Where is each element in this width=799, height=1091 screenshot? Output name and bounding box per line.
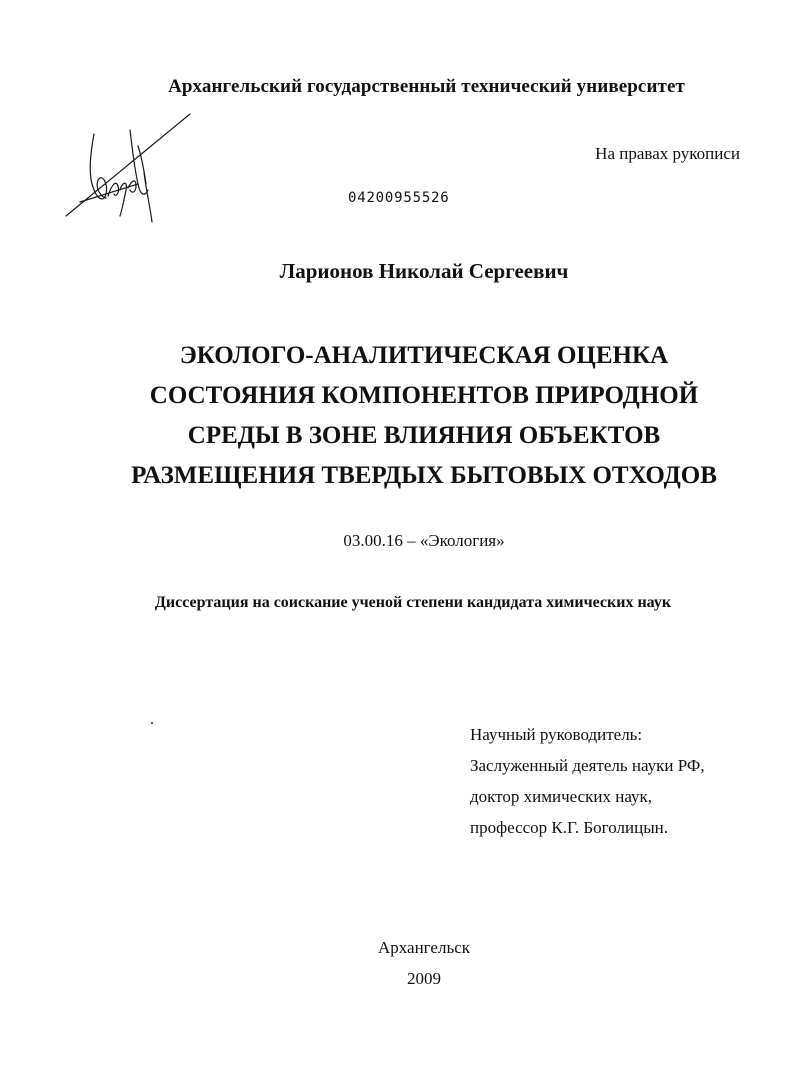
specialty-code: 03.00.16 – «Экология» [343, 531, 505, 550]
supervisor-line: Научный руководитель: [470, 725, 643, 744]
title-line: СОСТОЯНИЯ КОМПОНЕНТОВ ПРИРОДНОЙ [149, 382, 699, 409]
dissertation-title [0, 336, 799, 496]
supervisor-line: профессор К.Г. Боголицын. [470, 818, 668, 837]
title-line: РАЗМЕЩЕНИЯ ТВЕРДЫХ БЫТОВЫХ ОТХОДОВ [131, 462, 717, 489]
supervisor-line: Заслуженный деятель науки РФ, [470, 756, 705, 775]
supervisor-line: доктор химических наук, [470, 787, 653, 806]
year: 2009 [407, 969, 441, 988]
dissertation-statement: Диссертация на соискание ученой степени кандидата химических наук [154, 594, 672, 611]
university-name: Архангельский государственный технический университет [168, 76, 685, 97]
city: Архангельск [377, 938, 471, 957]
author-name: Ларионов Николай Сергеевич [279, 259, 569, 283]
title-line: СРЕДЫ В ЗОНЕ ВЛИЯНИЯ ОБЪЕКТОВ [187, 422, 661, 449]
supervisor-block [470, 719, 770, 843]
handwritten-signature [60, 106, 200, 226]
manuscript-note: На правах рукописи [595, 144, 740, 163]
document-code: 04200955526 [348, 190, 450, 206]
title-line: ЭКОЛОГО-АНАЛИТИЧЕСКАЯ ОЦЕНКА [179, 342, 669, 369]
stray-dot [151, 722, 153, 724]
